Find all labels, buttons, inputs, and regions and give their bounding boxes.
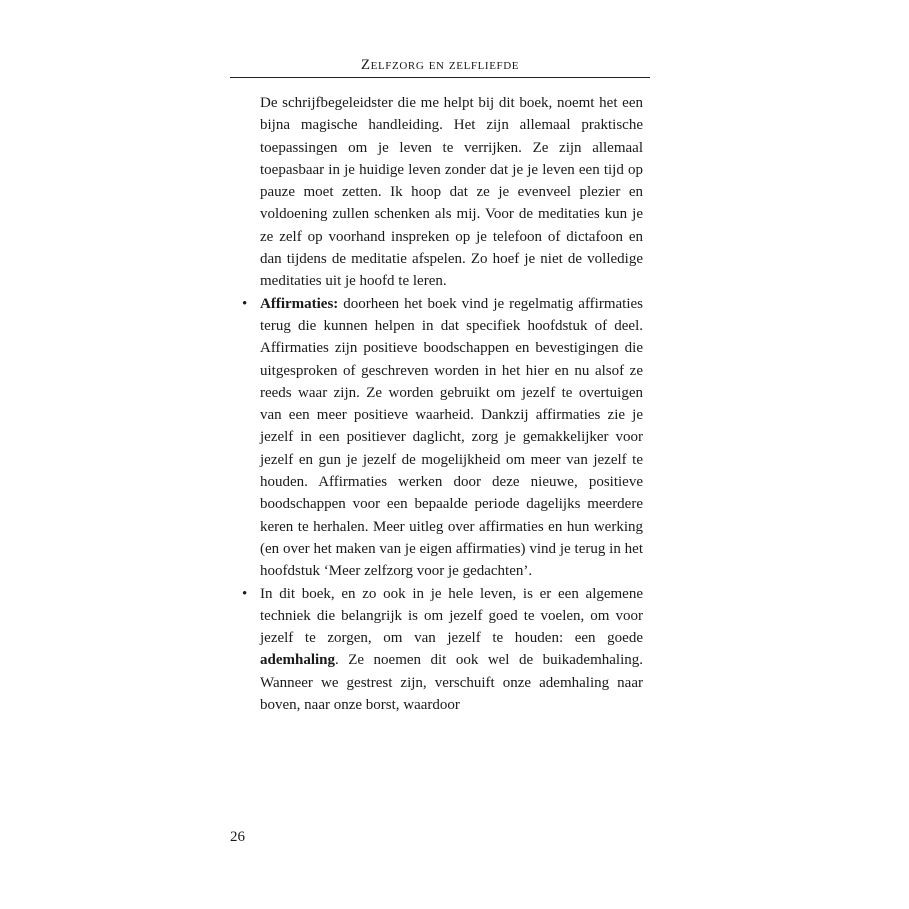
- bullet-icon: •: [242, 295, 248, 312]
- bullet-ademhaling: [242, 583, 643, 717]
- running-head: Zelfzorg en zelfliefde: [360, 57, 520, 73]
- bullet-text-after: . Ze noemen dit ook wel de buikademhaling. Wanneer we gestrest zijn, verschuift onze ademhaling naar boven, naar onze borst, waardoor: [260, 652, 643, 714]
- bullet-text-before: In dit boek, en zo ook in je hele leven, is er een algemene techniek die belangrijk is om jezelf goed te voelen, om voor jezelf te zorgen, om van jezelf te houden: een goede: [260, 585, 643, 647]
- bullet-term: ademhaling: [260, 652, 336, 669]
- header-rule: [230, 77, 650, 78]
- page-number: 26: [230, 829, 245, 845]
- intro-paragraph: De schrijfbegeleidster die me helpt bij dit boek, noemt het een bijna magische handleiding. Het zijn allemaal praktische toepassingen om je leven te verrijken. Ze zijn allemaal toepasbaar in je huidige leven zonder dat je je leven een tijd op pauze moet zetten. Ik hoop dat ze je evenveel plezier en voldoening zullen schenken als mij. Voor de meditaties kun je ze zelf op voorhand inspreken op je telefoon of dictafoon en dan tijdens de meditatie afspelen. Zo hoef je niet de volledige meditaties uit je hoofd te leren.: [260, 95, 643, 290]
- bullet-affirmaties: [242, 293, 643, 583]
- bullet-text: doorheen het boek vind je regelmatig affirmaties terug die kunnen helpen in dat specifiek hoofdstuk of deel. Affirmaties zijn positieve boodschappen en bevestigingen die uitgesproken of geschreven worden in het hier en nu alsof ze reeds waar zijn. Ze worden gebruikt om jezelf te overtuigen van een meer positieve waarheid. Dankzij affirmaties zie je jezelf in een positiever daglicht, zorg je gemakkelijker voor jezelf en gun je jezelf de mogelijkheid om meer van jezelf te houden. Affirmaties werken door deze nieuwe, positieve boodschappen voor een bepaalde periode dagelijks meerdere keren te herhalen. Meer uitleg over affirmaties en hun werking (en over het maken van je eigen affirmaties) vind je terug in het hoofdstuk ‘Meer zelfzorg voor je gedachten’.: [260, 295, 643, 580]
- bullet-icon: •: [242, 585, 248, 602]
- body-text: [242, 92, 643, 716]
- bullet-term: Affirmaties:: [260, 295, 339, 312]
